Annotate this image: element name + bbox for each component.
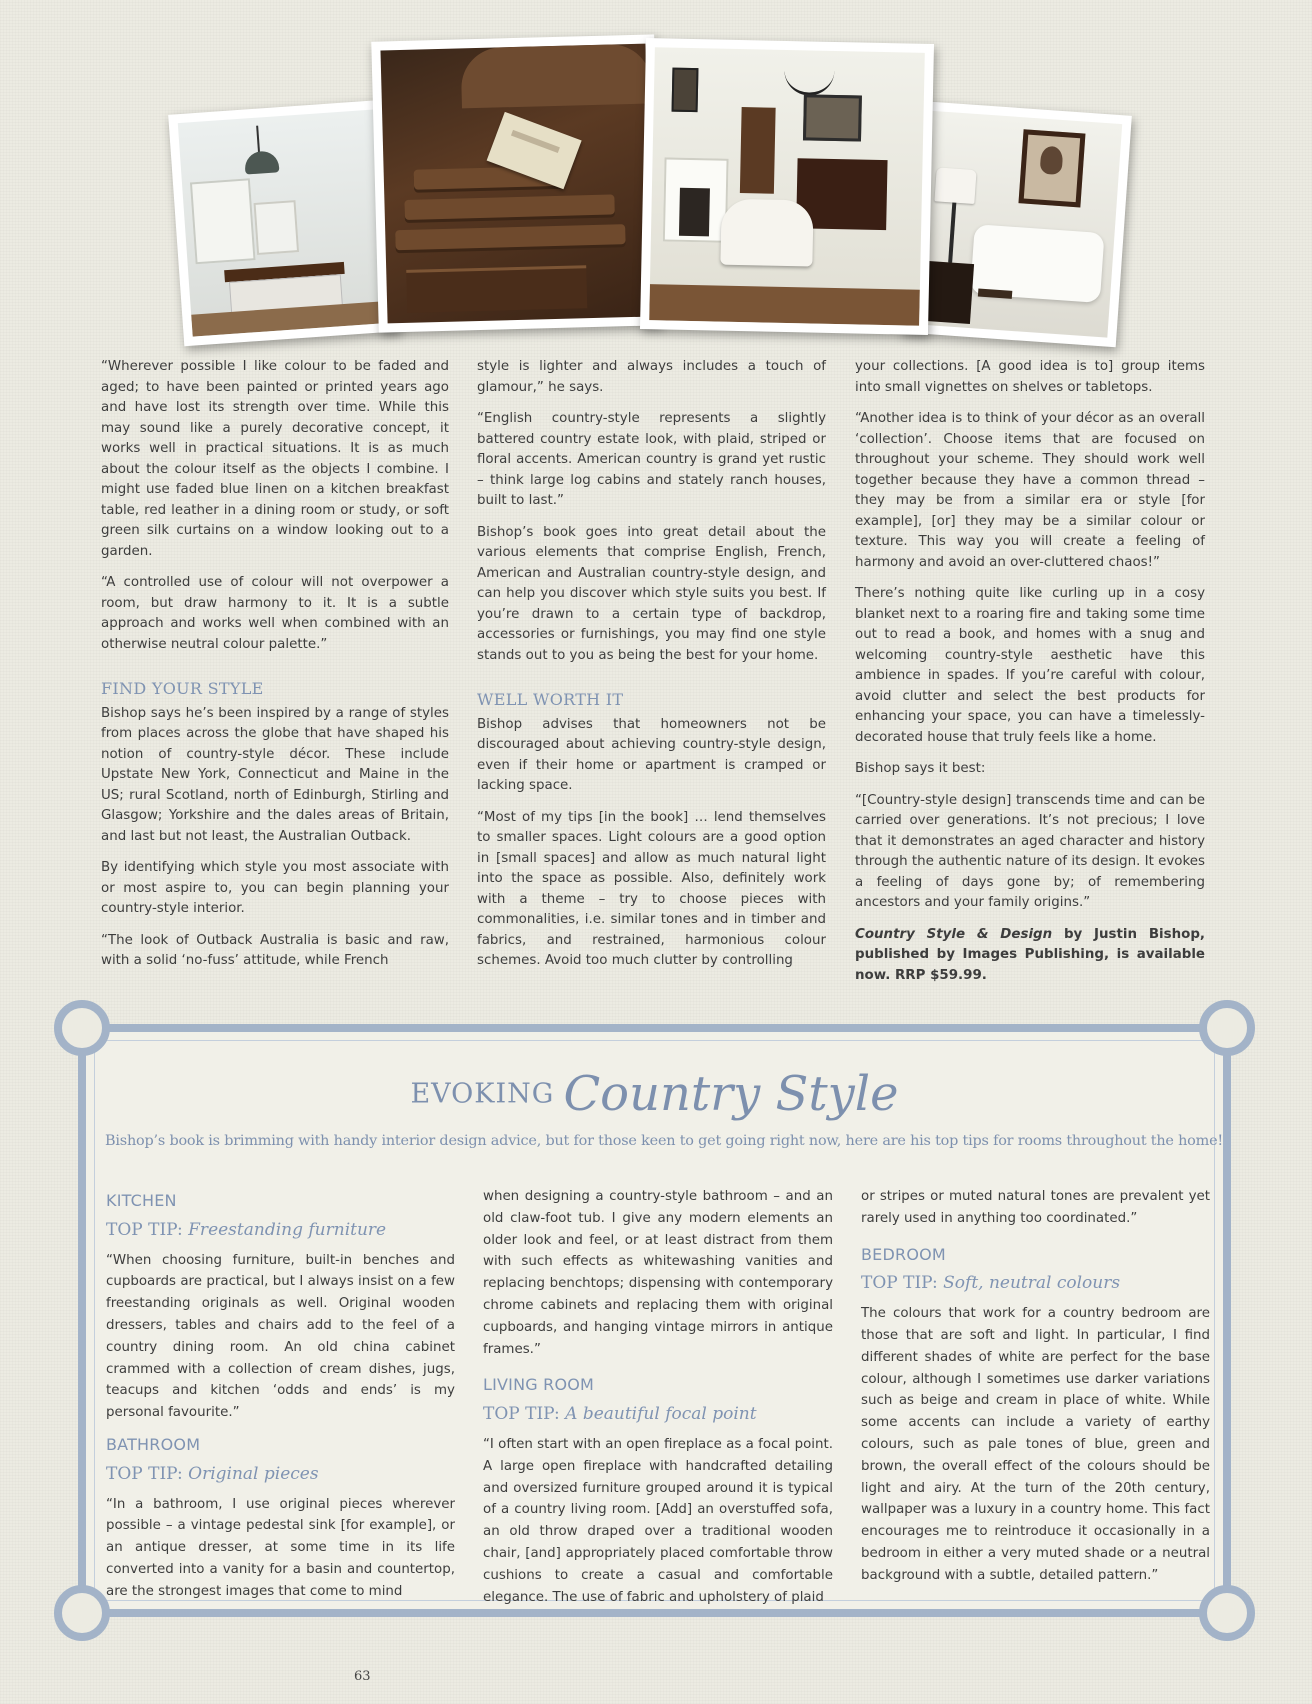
room-heading-kitchen: KITCHEN [106, 1191, 177, 1210]
paragraph: “Wherever possible I like colour to be faded and aged; to have been painted or printed years ago and have lost its strength over time. While this may sound like a purely decorative concept, it works well in practical situations. It is as much about the colour itself as the objects I combine. I might use faded blue linen on a kitchen breakfast table, red leather in a dining room or study, or soft green silk curtains on a window looking out to a garden. [101, 359, 449, 559]
book-credit [855, 925, 1205, 987]
paragraph: There’s nothing quite like curling up in a cosy blanket next to a roaring fire and taking some time out to read a book, and homes with a snug and welcoming country-style aesthetic have this ambience in spades. If you’re careful with colour, avoid clutter and select the best products for enhancing your space, you can have a timelessly-decorated house that truly feels like a home. [855, 586, 1205, 745]
tip-text: The colours that work for a country bedroom are those that are soft and light. In particular, I find different shades of white are perfect for the base colour, although I sometimes use darker variations such as beige and cream in place of white. While some accents can include a variety of earthy colours, such as pale tones of blue, green and brown, the overall effect of the colours should be light and airy. At the turn of the 20th century, wallpaper was a luxury in a country home. This fact encourages me to reintroduce it occasionally in a bedroom in either a very muted shade or a neutral background with a subtle, detailed pattern.” [861, 1306, 1210, 1583]
section-heading-find-your-style: FIND YOUR STYLE [101, 679, 264, 698]
paragraph: Bishop’s book goes into great detail about the various elements that comprise English, French, American and Australian country-style design, and can help you discover which style suits you best. If you’re drawn to a certain type of backdrop, accessories or furnishings, you may find one style stands out to you as being the best for your home. [477, 524, 826, 663]
paragraph: your collections. [A good idea is to] group items into small vignettes on shelves or tabletops. [855, 359, 1205, 395]
box-title-script: Country Style [563, 1066, 899, 1122]
tip-label: TOP TIP: [861, 1273, 944, 1294]
tips-box [78, 1024, 1231, 1617]
tip-label: TOP TIP: [106, 1463, 189, 1484]
paragraph: Bishop says it best: [855, 761, 986, 776]
corner-ornament [54, 1000, 110, 1056]
tip-label: TOP TIP: [483, 1404, 566, 1425]
tip-label: TOP TIP: [106, 1219, 189, 1240]
top-tip-living-room [483, 1404, 833, 1426]
book-title: Country Style & Design [855, 926, 1053, 942]
corner-ornament [1199, 1000, 1255, 1056]
tip-title: Original pieces [188, 1463, 319, 1484]
box-title [86, 1066, 1223, 1122]
article-column-1 [101, 357, 449, 983]
tip-text: when designing a country-style bathroom – and an old claw-foot tub. I give any modern elements an older look and feel, or at least distract from them with such effects as whitewashing vanities and replacing benchtops; dispensing with contemporary chrome cabinets and replacing them with original cupboards, and hanging vintage mirrors in antique frames.” [483, 1189, 833, 1357]
rolltop-desk-photo [371, 34, 662, 332]
paragraph: “[Country-style design] transcends time and can be carried over generations. It’s not precious; I love that it demonstrates an aged character and history through the authentic nature of its design. It evokes a feeling of days gone by; of remembering ancestors and your family origins.” [855, 792, 1205, 910]
paragraph: “The look of Outback Australia is basic and raw, with a solid ‘no-fuss’ attitude, while French [101, 932, 449, 968]
paragraph: “English country-style represents a slightly battered country estate look, with plaid, striped or floral accents. American country is grand yet rustic – think large log cabins and stately ranch houses, built to last.” [477, 411, 826, 508]
paragraph: “Another idea is to think of your décor as an overall ‘collection’. Choose items that are focused on throughout your scheme. They should work well together because they have a common thread – they may be from a similar era or style [for example], [or] they may be a similar colour or texture. This way you will create a feeling of harmony and avoid an over-cluttered chaos!” [855, 411, 1205, 570]
box-intro: Bishop’s book is brimming with handy interior design advice, but for those keen to get going right now, here are his top tips for rooms throughout the home! [105, 1133, 1223, 1149]
box-column-1 [106, 1190, 455, 1613]
tip-text: “When choosing furniture, built-in benches and cupboards are practical, but I always insist on a few freestanding originals as well. Original wooden dressers, tables and chairs add to the feel of a country dining room. An old china cabinet crammed with a collection of cream dishes, jugs, teacups and kitchen ‘odds and ends’ is my personal favourite.” [106, 1252, 455, 1421]
top-tip-bedroom [861, 1273, 1210, 1295]
box-column-3 [861, 1186, 1210, 1597]
section-heading-well-worth-it: WELL WORTH IT [477, 690, 624, 709]
kitchen-photo [168, 100, 400, 347]
paragraph: “Most of my tips [in the book] … lend themselves to smaller spaces. Light colours are a good option in [small spaces] and allow as much natural light into the space as possible. Also, definitely work with a theme – try to choose pieces with commonalities, i.e. similar tones and in timber and fabrics, and restrained, harmonious colour schemes. Avoid too much clutter by controlling [477, 809, 826, 968]
box-title-evoking: EVOKING [410, 1078, 555, 1110]
tip-text: “I often start with an open fireplace as a focal point. A large open fireplace with handcrafted detailing and oversized furniture grouped around it is typical of a country living room. [Add] an overstuffed sofa, an old throw draped over a traditional wooden chair, [and] appropriately placed comfortable throw cushions to create a casual and comfortable elegance. The use of fabric and upholstery of plaid [483, 1436, 833, 1605]
tip-text: or stripes or muted natural tones are prevalent yet rarely used in anything too coordinated.” [861, 1189, 1210, 1226]
page-number: 63 [354, 1669, 371, 1684]
room-heading-bathroom: BATHROOM [106, 1434, 201, 1454]
tip-title: Freestanding furniture [188, 1219, 387, 1240]
paragraph: Bishop says he’s been inspired by a range of styles from places across the globe that have shaped his notion of country-style décor. These include Upstate New York, Connecticut and Maine in the US; rural Scotland, north of Edinburgh, Stirling and Glasgow; Yorkshire and the dales areas of Britain, and last but not least, the Australian Outback. [101, 705, 449, 844]
paragraph: style is lighter and always includes a touch of glamour,” he says. [477, 359, 826, 395]
article-column-3 [855, 357, 1205, 997]
tip-title: A beautiful focal point [565, 1404, 757, 1425]
paragraph: “A controlled use of colour will not overpower a room, but draw harmony to it. It is a subtle approach and works well when combined with an otherwise neutral colour palette.” [101, 575, 449, 652]
book-credit-text: by Justin Bishop, published by Images Publishing, is available now. RRP $59.99. [855, 926, 1206, 983]
box-column-2 [483, 1186, 833, 1618]
tip-text: “In a bathroom, I use original pieces wherever possible – a vintage pedestal sink [for example], or an antique dresser, at some time in its life converted into a vanity for a basin and countertop, are the strongest images that come to mind [106, 1496, 455, 1599]
paragraph: By identifying which style you most associate with or most aspire to, you can begin planning your country-style interior. [101, 860, 449, 916]
tip-title: Soft, neutral colours [943, 1273, 1121, 1294]
bedroom-photo [900, 101, 1132, 348]
living-room-photo [640, 38, 934, 335]
article-column-2 [477, 357, 826, 983]
paragraph: Bishop advises that homeowners not be discouraged about achieving country-style design, even if their home or apartment is cramped or lacking space. [477, 716, 826, 793]
corner-ornament [54, 1585, 110, 1641]
top-tip-kitchen [106, 1220, 455, 1242]
room-heading-bedroom: BEDROOM [861, 1244, 946, 1264]
top-tip-bathroom [106, 1464, 455, 1486]
room-heading-living-room: LIVING ROOM [483, 1375, 595, 1395]
